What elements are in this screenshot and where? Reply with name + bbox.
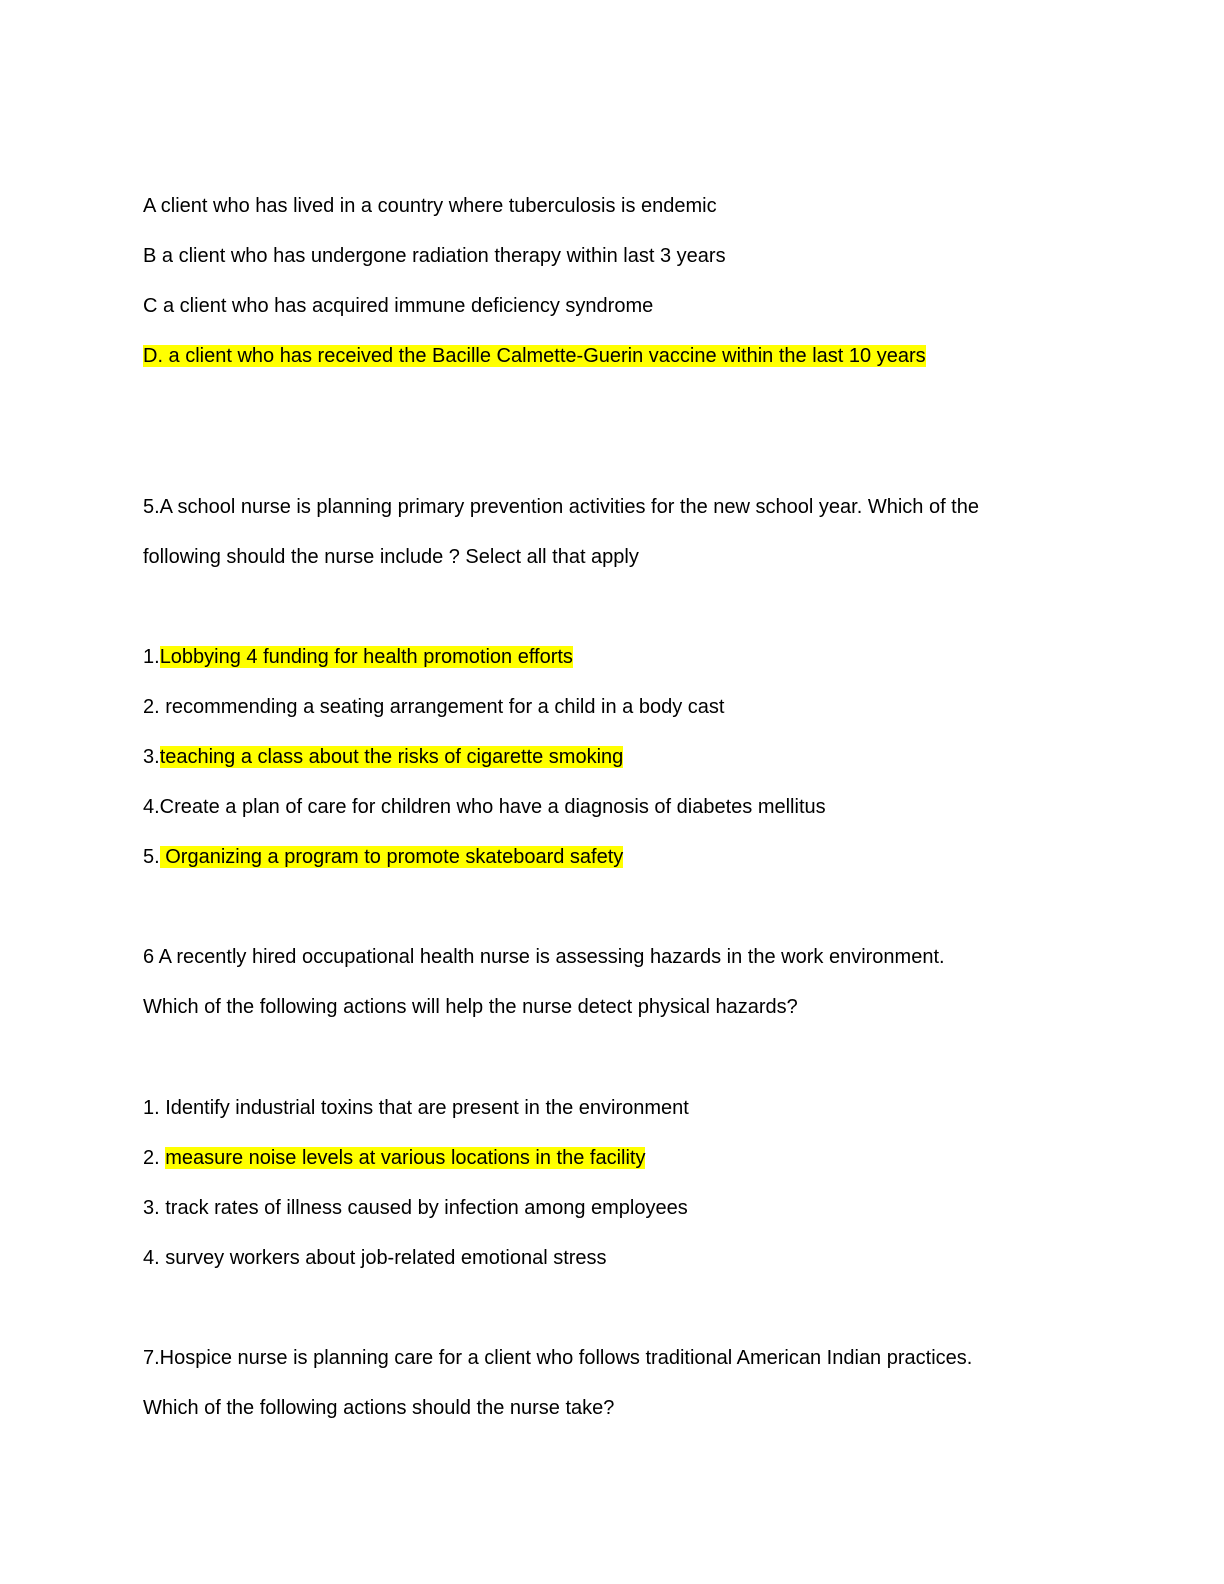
q4-option-b: B a client who has undergone radiation therapy within last 3 years	[143, 245, 726, 267]
q6-option-2-highlight: measure noise levels at various locations in the facility	[165, 1147, 646, 1169]
q6-option-3: 3. track rates of illness caused by infection among employees	[143, 1197, 688, 1219]
q5-stem-line-1: 5.A school nurse is planning primary prevention activities for the new school year. Which of the	[143, 496, 979, 518]
q5-stem-line-2: following should the nurse include ? Select all that apply	[143, 546, 639, 568]
q6-stem-line-1: 6 A recently hired occupational health nurse is assessing hazards in the work environment.	[143, 946, 945, 968]
q5-option-1-highlight: Lobbying 4 funding for health promotion efforts	[159, 646, 573, 668]
q5-option-2: 2. recommending a seating arrangement for a child in a body cast	[143, 696, 725, 718]
q6-option-4: 4. survey workers about job-related emotional stress	[143, 1247, 607, 1269]
q5-option-5-number: 5.	[143, 846, 160, 868]
q6-option-2	[143, 1146, 645, 1170]
q5-option-3	[143, 745, 623, 769]
q5-option-1-number: 1.	[143, 646, 160, 668]
q6-stem-line-2: Which of the following actions will help the nurse detect physical hazards?	[143, 996, 798, 1018]
q5-option-3-highlight: teaching a class about the risks of cigarette smoking	[159, 746, 624, 768]
q6-option-1: 1. Identify industrial toxins that are present in the environment	[143, 1097, 689, 1119]
q5-option-4: 4.Create a plan of care for children who have a diagnosis of diabetes mellitus	[143, 796, 826, 818]
q5-option-5	[143, 845, 623, 869]
q4-option-c: C a client who has acquired immune deficiency syndrome	[143, 295, 654, 317]
q5-option-1	[143, 645, 573, 669]
q4-option-d	[143, 344, 926, 368]
q5-option-5-highlight: Organizing a program to promote skateboard safety	[159, 846, 624, 868]
q6-option-2-number: 2.	[143, 1147, 166, 1169]
q5-option-3-number: 3.	[143, 746, 160, 768]
q7-stem-line-1: 7.Hospice nurse is planning care for a client who follows traditional American Indian practices.	[143, 1347, 973, 1369]
q4-option-a: A client who has lived in a country where tuberculosis is endemic	[143, 195, 717, 217]
q4-option-d-highlight: D. a client who has received the Bacille Calmette-Guerin vaccine within the last 10 years	[143, 345, 926, 367]
q7-stem-line-2: Which of the following actions should the nurse take?	[143, 1397, 615, 1419]
